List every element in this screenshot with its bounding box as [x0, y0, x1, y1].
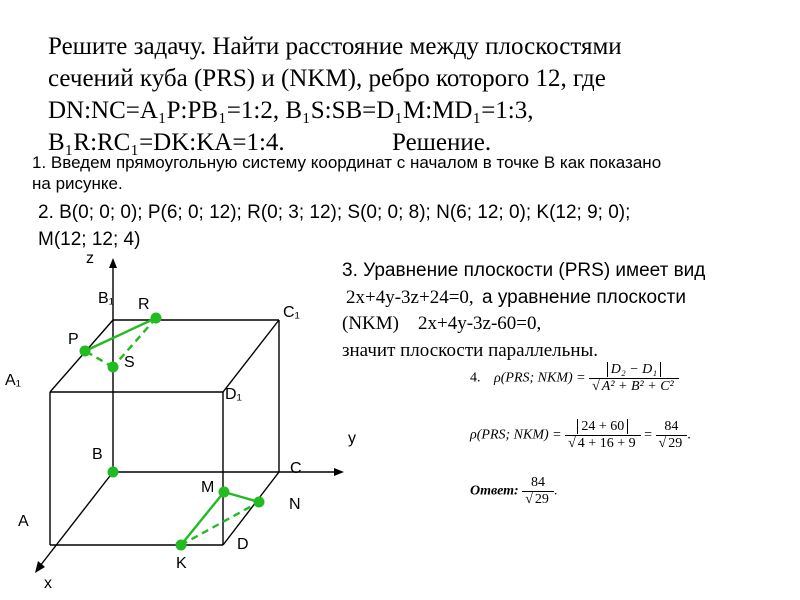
x-axis-arrow-icon	[35, 561, 45, 573]
formula-args: (PRS; NKM) =	[500, 370, 586, 386]
y-axis-arrow-icon	[334, 468, 344, 476]
step2-line-2: M(12; 12; 4)	[38, 229, 141, 250]
point-label-r: R	[138, 296, 150, 313]
equals-sign: =	[644, 427, 652, 443]
solution-heading: Решение.	[392, 129, 492, 156]
point-label-n: N	[289, 496, 301, 513]
point-n	[254, 497, 265, 508]
formula-denominator: A² + B² + C²	[601, 379, 674, 394]
step2-line-1: 2. B(0; 0; 0); P(6; 0; 12); R(0; 3; 12); S(0; 0; 8); N(6; 12; 0); K(12; 9; 0);	[38, 202, 631, 223]
point-m	[219, 487, 230, 498]
answer-denominator: 29	[534, 492, 549, 507]
axis-label-y: y	[348, 430, 356, 447]
formula-step-number: 4.	[470, 370, 481, 386]
formula-numerator: D₂ − D₁	[607, 362, 661, 377]
edge-a1-b1	[50, 320, 113, 392]
vertex-label-d1: D₁	[225, 386, 242, 403]
step3-line-2-text: а уравнение плоскости	[482, 287, 686, 308]
axis-label-x: x	[44, 575, 52, 592]
point-label-s: S	[124, 354, 135, 371]
rho-symbol: ρ	[494, 370, 501, 386]
computation-denominator: 4 + 16 + 9	[577, 436, 636, 451]
plane-nkm-equation: 2x+4y-3z-60=0,	[418, 313, 542, 334]
point-label-p: P	[68, 331, 79, 348]
step1-line-2: на рисунке.	[32, 174, 123, 193]
step3-line-1: 3. Уравнение плоскости (PRS) имеет вид	[342, 260, 706, 281]
vertex-label-b: B	[92, 446, 103, 463]
vertex-label-a1: A₁	[5, 372, 22, 389]
result-denominator: 29	[668, 436, 683, 451]
step1-line-1: 1. Введем прямоугольную систему координат с началом в точке В как показано	[32, 153, 662, 172]
point-k	[176, 540, 187, 551]
formula-period: .	[687, 427, 691, 443]
answer-colon: :	[514, 483, 519, 499]
computation-numerator: 24 + 60	[577, 419, 628, 434]
plane-prs-equation: 2x+4y-3z+24=0,	[346, 287, 474, 308]
edge-c1-d1	[223, 320, 279, 392]
computation-fraction: $\frac{24 + 60}{√ 4 + 16 + 9}$	[565, 419, 640, 452]
result-numerator: 84	[656, 419, 688, 436]
formula-args: (PRS; NKM) =	[476, 427, 562, 443]
section-nkm-edge-mk	[181, 492, 224, 545]
z-axis-arrow-icon	[109, 258, 117, 268]
vertex-label-c1: C₁	[283, 304, 300, 321]
title-line-3: DN:NC=A₁P:PB₁=1:2, B₁S:SB=D₁M:MD₁=1:3,	[48, 97, 534, 124]
rho-symbol: ρ	[470, 427, 477, 443]
vertex-label-d: D	[237, 536, 249, 553]
title-line-4: B₁R:RC₁=DK:KA=1:4.	[48, 129, 285, 156]
section-prs-edge-pr	[85, 318, 156, 351]
answer-numerator: 84	[522, 475, 554, 492]
point-s	[108, 362, 119, 373]
answer-fraction: $\frac{84}{√ 29}$	[522, 475, 554, 508]
point-r	[151, 313, 162, 324]
distance-fraction: $\frac{\text{D₂ − D₁}}{\text{√ A² + B² + C²}}$	[589, 362, 679, 395]
step3-conclusion: значит плоскости параллельны.	[342, 340, 598, 361]
point-p	[80, 346, 91, 357]
answer-period: .	[553, 483, 558, 499]
x-axis	[40, 472, 113, 566]
point-b	[108, 467, 119, 478]
plane-nkm-label: (NKM)	[342, 313, 399, 334]
title-line-1: Решите задачу. Найти расстояние между плоскостями	[48, 33, 622, 60]
edge-d-c	[223, 472, 279, 545]
vertex-label-a: A	[18, 513, 29, 530]
axis-label-z: z	[86, 250, 94, 267]
vertex-label-c: C	[290, 460, 302, 477]
answer-label: Ответ	[470, 483, 515, 499]
point-label-k: K	[176, 555, 187, 572]
title-line-2: сечений куба (PRS) и (NKM), ребро которого 12, где	[48, 65, 606, 92]
vertex-label-b1: B₁	[98, 290, 115, 307]
result-fraction: $\frac{84}{√ 29}$	[656, 419, 688, 452]
point-label-m: M	[201, 479, 215, 496]
